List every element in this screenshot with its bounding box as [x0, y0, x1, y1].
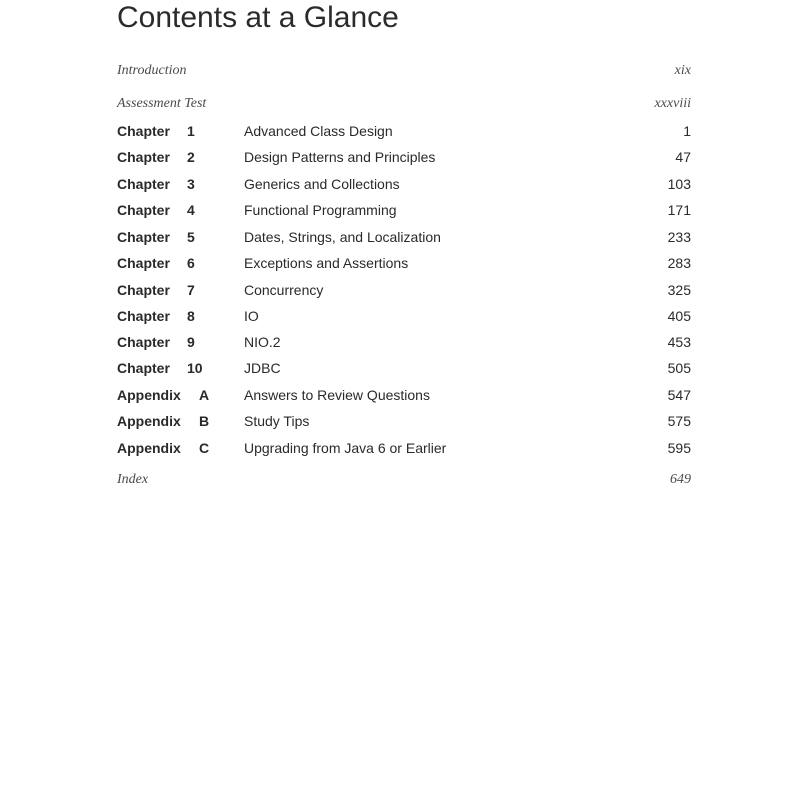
- entry-number: C: [199, 440, 210, 456]
- toc-row-chapter-3[interactable]: [117, 174, 691, 194]
- toc-row-chapter-5[interactable]: [117, 227, 691, 247]
- toc-page-number: 283: [667, 255, 691, 271]
- toc-row-chapter-7[interactable]: [117, 280, 691, 300]
- toc-page-number: 1: [683, 123, 691, 139]
- toc-page-number: 547: [667, 387, 691, 403]
- toc-label: Assessment Test: [117, 96, 207, 111]
- toc-row-chapter-1[interactable]: [117, 121, 691, 141]
- toc-label: Index: [117, 472, 149, 487]
- entry-title: Upgrading from Java 6 or Earlier: [244, 440, 447, 456]
- toc-row-chapter-2[interactable]: [117, 147, 691, 167]
- toc-page-number: 325: [667, 282, 691, 298]
- toc-row-chapter-10[interactable]: [117, 358, 691, 378]
- toc-page-number: 649: [670, 472, 691, 487]
- toc-row-chapter-4[interactable]: [117, 200, 691, 220]
- entry-number: 2: [187, 149, 195, 165]
- toc-row-assessment-test[interactable]: [117, 94, 691, 114]
- toc-row-appendix-a[interactable]: [117, 385, 691, 405]
- entry-kind: Chapter: [117, 176, 170, 192]
- entry-kind: Chapter: [117, 123, 170, 139]
- entry-kind: Chapter: [117, 282, 170, 298]
- toc-page-number: 47: [675, 149, 691, 165]
- toc-row-chapter-8[interactable]: [117, 306, 691, 326]
- entry-number: 9: [187, 334, 195, 350]
- entry-title: Dates, Strings, and Localization: [244, 229, 441, 245]
- entry-title: IO: [244, 308, 259, 324]
- entry-kind: Chapter: [117, 334, 170, 350]
- entry-number: 5: [187, 229, 195, 245]
- toc-page-number: 405: [667, 308, 691, 324]
- entry-kind: Appendix: [117, 440, 181, 456]
- toc-row-chapter-6[interactable]: [117, 253, 691, 273]
- entry-kind: Chapter: [117, 308, 170, 324]
- toc-page-number: 595: [667, 440, 691, 456]
- toc-row-chapter-9[interactable]: [117, 332, 691, 352]
- entry-kind: Chapter: [117, 360, 170, 376]
- entry-number: B: [199, 413, 210, 429]
- toc-page-number: 103: [667, 176, 691, 192]
- entry-kind: Appendix: [117, 387, 181, 403]
- entry-kind: Chapter: [117, 255, 170, 271]
- toc-page-number: 575: [667, 413, 691, 429]
- toc-row-appendix-b[interactable]: [117, 411, 691, 431]
- entry-title: Answers to Review Questions: [244, 387, 430, 403]
- entry-kind: Appendix: [117, 413, 181, 429]
- entry-kind: Chapter: [117, 149, 170, 165]
- toc-page-number: 453: [667, 334, 691, 350]
- entry-number: 6: [187, 255, 195, 271]
- toc-label: Introduction: [117, 63, 187, 78]
- entry-kind: Chapter: [117, 229, 170, 245]
- entry-number: A: [199, 387, 210, 403]
- entry-title: Generics and Collections: [244, 176, 400, 192]
- entry-number: 8: [187, 308, 195, 324]
- entry-number: 1: [187, 123, 195, 139]
- entry-title: Advanced Class Design: [244, 123, 393, 139]
- toc-row-index[interactable]: [117, 470, 691, 490]
- entry-title: NIO.2: [244, 334, 281, 350]
- page-title: Contents at a Glance: [117, 1, 399, 34]
- toc-page-number: 233: [667, 229, 691, 245]
- toc-row-introduction[interactable]: [117, 61, 691, 81]
- entry-number: 3: [187, 176, 195, 192]
- entry-title: JDBC: [244, 360, 281, 376]
- toc-row-appendix-c[interactable]: [117, 438, 691, 458]
- entry-title: Concurrency: [244, 282, 324, 298]
- entry-kind: Chapter: [117, 202, 170, 218]
- entry-title: Functional Programming: [244, 202, 397, 218]
- entry-title: Exceptions and Assertions: [244, 255, 409, 271]
- entry-title: Design Patterns and Principles: [244, 149, 436, 165]
- toc-page-number: xxxviii: [654, 96, 691, 111]
- toc-page-number: 505: [667, 360, 691, 376]
- entry-number: 10: [187, 360, 203, 376]
- entry-number: 4: [187, 202, 195, 218]
- entry-number: 7: [187, 282, 195, 298]
- toc-page-number: 171: [667, 202, 691, 218]
- toc-page-number: xix: [674, 63, 691, 78]
- entry-title: Study Tips: [244, 413, 310, 429]
